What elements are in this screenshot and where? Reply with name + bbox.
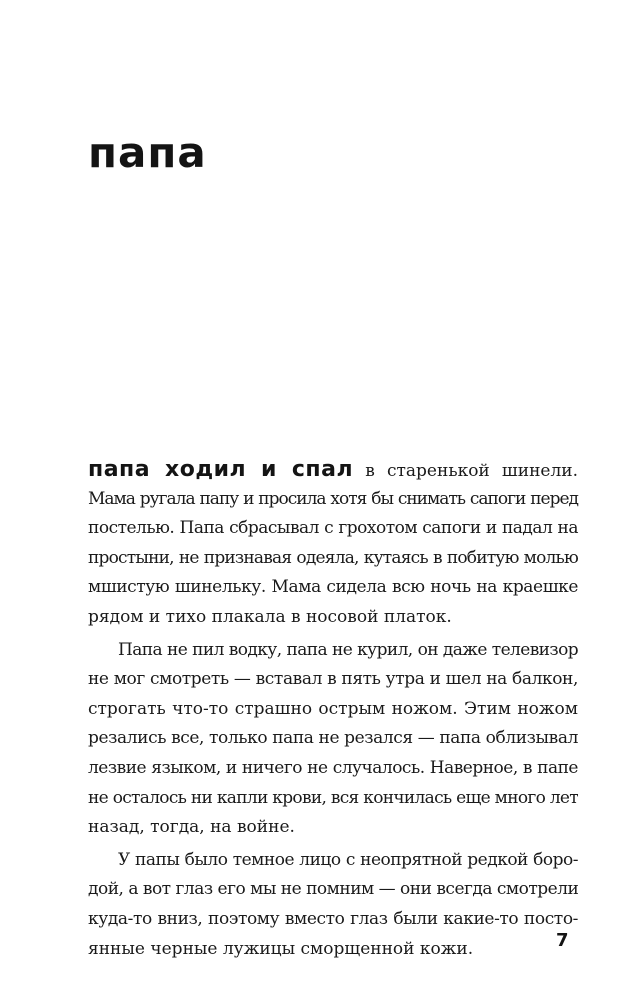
text-line: не осталось ни капли крови, вся кончилась еще много лет	[88, 787, 578, 808]
text-line: лезвие языком, и ничего не случалось. Наверное, в папе	[88, 757, 578, 778]
text-line: мшистую шинельку. Мама сидела всю ночь на краешке	[88, 577, 578, 598]
text-line-fragment: в старенькой шинели.	[365, 461, 578, 481]
paragraph-1	[88, 455, 578, 633]
body-text	[88, 455, 578, 967]
text-line: простыни, не признавая одеяла, кутаясь в побитую молью	[88, 547, 578, 568]
text-line: Мама ругала папу и просила хотя бы снимать сапоги перед	[88, 488, 578, 509]
paragraph-2	[88, 636, 578, 843]
text-line	[88, 455, 578, 485]
text-line: строгать что-то страшно острым ножом. Этим ножом	[88, 698, 578, 719]
text-line: резались все, только папа не резался — папа облизывал	[88, 728, 578, 749]
page-number: 7	[556, 930, 569, 951]
text-line: постелью. Папа сбрасывал с грохотом сапоги и падал на	[88, 518, 578, 539]
paragraph-3	[88, 846, 578, 964]
text-line: куда-то вниз, поэтому вместо глаз были какие-то посто-	[88, 908, 578, 929]
text-line: янные черные лужицы сморщенной кожи.	[88, 938, 474, 959]
text-line: рядом и тихо плакала в носовой платок.	[88, 606, 452, 627]
text-line: не мог смотреть — вставал в пять утра и шел на балкон,	[88, 669, 578, 690]
chapter-title: папа	[88, 128, 207, 177]
text-line: дой, а вот глаз его мы не помним — они всегда смотрели	[88, 879, 579, 900]
text-line: Папа не пил водку, папа не курил, он даже телевизор	[118, 639, 578, 660]
text-line: У папы было темное лицо с неопрятной редкой боро-	[118, 849, 578, 870]
lead-in-phrase: папа ходил и спал	[88, 457, 354, 482]
text-line: назад, тогда, на войне.	[88, 817, 295, 838]
